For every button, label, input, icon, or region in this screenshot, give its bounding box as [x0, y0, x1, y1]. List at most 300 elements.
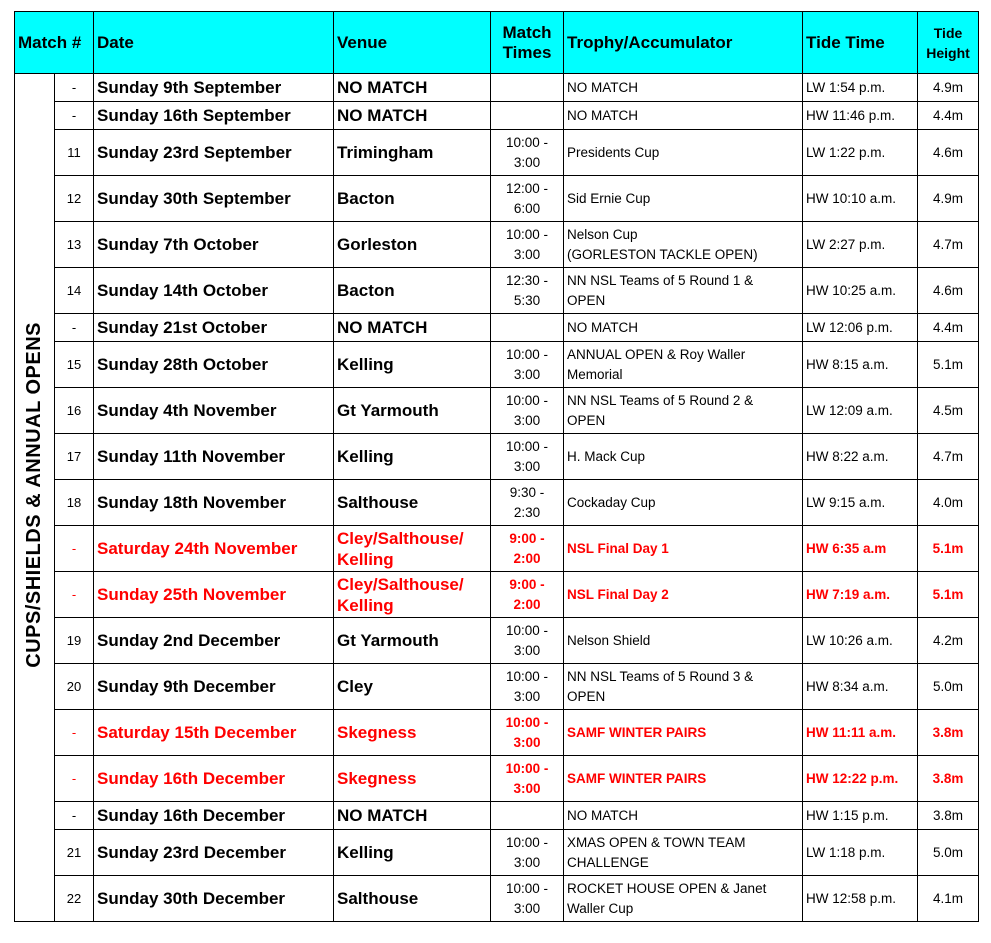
table-row	[15, 830, 979, 876]
date-cell-text: Sunday 9th December	[97, 676, 276, 696]
venue-cell	[334, 876, 491, 922]
tide-time-cell	[803, 876, 918, 922]
date-cell	[94, 876, 334, 922]
tide-height-cell	[918, 314, 979, 342]
match-times-cell-text: 3:00	[513, 854, 541, 870]
date-cell-text: Sunday 7th October	[97, 234, 259, 254]
venue-cell	[334, 572, 491, 618]
date-cell-text: Sunday 30th December	[97, 888, 286, 908]
venue-cell	[334, 618, 491, 664]
trophy-cell-text: XMAS OPEN & TOWN TEAM	[567, 834, 746, 850]
date-cell	[94, 618, 334, 664]
date-cell	[94, 102, 334, 130]
header-row	[15, 12, 979, 74]
venue-cell-text: Salthouse	[337, 493, 419, 512]
trophy-cell-text: NO MATCH	[567, 107, 639, 123]
venue-cell-text: Kelling	[337, 595, 394, 615]
match-number-cell-text: 11	[67, 145, 81, 160]
trophy-cell-text: NO MATCH	[567, 319, 639, 335]
match-times-cell-text: 3:00	[513, 688, 541, 704]
date-cell	[94, 480, 334, 526]
tide-height-cell	[918, 618, 979, 664]
venue-cell-text: NO MATCH	[337, 78, 428, 97]
match-number-cell	[55, 526, 94, 572]
match-times-cell	[491, 268, 564, 314]
match-number-cell-text: -	[71, 587, 77, 602]
tide-time-cell-text: HW 8:34 a.m.	[806, 679, 889, 694]
header-match-number: Match #	[15, 12, 94, 74]
tide-height-cell-text: 4.4m	[933, 108, 964, 123]
match-number-cell	[55, 222, 94, 268]
tide-time-cell-text: LW 1:54 p.m.	[806, 80, 886, 95]
match-number-cell-text: 16	[66, 403, 82, 418]
match-number-cell-text: 15	[66, 357, 82, 372]
trophy-cell-text: Sid Ernie Cup	[567, 190, 651, 206]
table-row	[15, 434, 979, 480]
venue-cell-text: Gt Yarmouth	[337, 401, 439, 420]
tide-height-cell-text: 5.1m	[932, 541, 964, 556]
match-times-cell-text: 3:00	[513, 412, 541, 428]
tide-time-cell-text: HW 11:11 a.m.	[806, 725, 897, 740]
date-cell	[94, 664, 334, 710]
venue-cell	[334, 480, 491, 526]
trophy-cell	[564, 756, 803, 802]
tide-time-cell	[803, 222, 918, 268]
venue-cell	[334, 664, 491, 710]
tide-time-cell	[803, 314, 918, 342]
tide-height-cell-text: 4.7m	[933, 237, 964, 252]
venue-cell	[334, 342, 491, 388]
date-cell-text: Sunday 2nd December	[97, 630, 281, 650]
venue-cell-text: Cley	[337, 677, 373, 696]
match-times-cell	[491, 618, 564, 664]
tide-height-cell-text: 5.1m	[932, 587, 964, 602]
date-cell-text: Sunday 16th December	[97, 768, 286, 788]
venue-cell	[334, 130, 491, 176]
date-cell	[94, 388, 334, 434]
trophy-cell	[564, 314, 803, 342]
date-cell-text: Sunday 21st October	[97, 317, 268, 337]
match-times-cell	[491, 664, 564, 710]
match-times-cell-text: 5:30	[513, 292, 541, 308]
venue-cell-text: Skegness	[337, 723, 417, 742]
match-times-cell	[491, 74, 564, 102]
date-cell-text: Sunday 16th September	[97, 105, 291, 125]
tide-time-cell-text: HW 1:15 p.m.	[806, 808, 889, 823]
date-cell	[94, 572, 334, 618]
match-number-cell	[55, 102, 94, 130]
header-tide-height-line2: Height	[926, 44, 970, 61]
tide-height-cell-text: 4.6m	[933, 283, 964, 298]
trophy-cell	[564, 802, 803, 830]
tide-time-cell	[803, 618, 918, 664]
trophy-cell	[564, 434, 803, 480]
tide-height-cell	[918, 710, 979, 756]
fixtures-table	[14, 11, 979, 922]
date-cell-text: Saturday 24th November	[97, 538, 298, 558]
venue-cell	[334, 388, 491, 434]
match-number-cell	[55, 710, 94, 756]
tide-time-cell-text: LW 1:18 p.m.	[806, 845, 886, 860]
header-trophy: Trophy/Accumulator	[564, 12, 803, 74]
match-times-cell-text: 10:00 -	[505, 714, 549, 730]
match-number-cell-text: 19	[66, 633, 82, 648]
match-number-cell	[55, 130, 94, 176]
venue-cell-text: NO MATCH	[337, 318, 428, 337]
table-row	[15, 526, 979, 572]
tide-height-cell-text: 4.9m	[933, 80, 964, 95]
venue-cell	[334, 802, 491, 830]
match-number-cell-text: 12	[66, 191, 82, 206]
tide-time-cell-text: HW 7:19 a.m.	[806, 587, 891, 602]
date-cell	[94, 830, 334, 876]
venue-cell	[334, 526, 491, 572]
tide-height-cell	[918, 526, 979, 572]
date-cell-text: Sunday 18th November	[97, 492, 286, 512]
match-number-cell-text: -	[71, 541, 77, 556]
date-cell-text: Sunday 23rd September	[97, 142, 292, 162]
match-times-cell	[491, 342, 564, 388]
match-times-cell	[491, 314, 564, 342]
tide-height-cell-text: 4.2m	[933, 633, 964, 648]
date-cell	[94, 176, 334, 222]
trophy-cell	[564, 130, 803, 176]
table-row	[15, 74, 979, 102]
section-label-cell	[15, 74, 55, 922]
tide-time-cell	[803, 434, 918, 480]
venue-cell-text: Cley/Salthouse/	[337, 574, 464, 594]
trophy-cell-text: ROCKET HOUSE OPEN & Janet	[567, 880, 767, 896]
match-times-cell-text: 2:00	[513, 550, 541, 566]
venue-cell-text: Kelling	[337, 355, 394, 374]
header-match-times	[491, 12, 564, 74]
tide-height-cell	[918, 434, 979, 480]
match-number-cell-text: 21	[66, 845, 82, 860]
match-times-cell	[491, 480, 564, 526]
venue-cell-text: Gorleston	[337, 235, 418, 254]
match-number-cell-text: 17	[66, 449, 82, 464]
match-number-cell-text: 13	[66, 237, 82, 252]
trophy-cell	[564, 222, 803, 268]
tide-time-cell-text: LW 12:09 a.m.	[806, 403, 893, 418]
trophy-cell	[564, 876, 803, 922]
trophy-cell	[564, 618, 803, 664]
table-row	[15, 130, 979, 176]
trophy-cell-text: NN NSL Teams of 5 Round 2 &	[567, 392, 754, 408]
match-times-cell-text: 3:00	[513, 900, 541, 916]
tide-time-cell	[803, 130, 918, 176]
match-number-cell-text: -	[71, 320, 77, 335]
tide-height-cell	[918, 222, 979, 268]
trophy-cell	[564, 268, 803, 314]
table-row	[15, 756, 979, 802]
tide-time-cell	[803, 268, 918, 314]
table-row	[15, 388, 979, 434]
tide-time-cell-text: LW 9:15 a.m.	[806, 495, 886, 510]
tide-time-cell	[803, 102, 918, 130]
date-cell	[94, 710, 334, 756]
tide-time-cell	[803, 342, 918, 388]
tide-height-cell-text: 5.1m	[933, 357, 964, 372]
match-number-cell-text: -	[71, 771, 77, 786]
tide-height-cell	[918, 830, 979, 876]
trophy-cell-text: CHALLENGE	[567, 854, 649, 870]
match-times-cell-text: 2:00	[513, 596, 541, 612]
trophy-cell-text: SAMF WINTER PAIRS	[567, 770, 707, 786]
date-cell	[94, 526, 334, 572]
trophy-cell-text: NO MATCH	[567, 807, 639, 823]
tide-height-cell	[918, 480, 979, 526]
match-times-cell-text: 12:00 -	[506, 180, 549, 196]
match-times-cell	[491, 102, 564, 130]
trophy-cell-text: Presidents Cup	[567, 144, 660, 160]
tide-time-cell	[803, 176, 918, 222]
date-cell-text: Sunday 14th October	[97, 280, 268, 300]
trophy-cell	[564, 176, 803, 222]
tide-height-cell-text: 5.0m	[933, 845, 964, 860]
match-times-cell	[491, 176, 564, 222]
match-number-cell	[55, 876, 94, 922]
match-times-cell	[491, 572, 564, 618]
tide-height-cell	[918, 268, 979, 314]
match-times-cell	[491, 388, 564, 434]
match-number-cell	[55, 756, 94, 802]
tide-time-cell	[803, 480, 918, 526]
date-cell	[94, 314, 334, 342]
match-times-cell-text: 3:00	[513, 458, 541, 474]
match-number-cell	[55, 74, 94, 102]
match-times-cell-text: 3:00	[513, 780, 541, 796]
match-number-cell	[55, 388, 94, 434]
tide-height-cell-text: 4.5m	[933, 403, 964, 418]
tide-time-cell-text: LW 12:06 p.m.	[806, 320, 893, 335]
date-cell	[94, 130, 334, 176]
date-cell-text: Sunday 28th October	[97, 354, 268, 374]
table-row	[15, 876, 979, 922]
venue-cell-text: Trimingham	[337, 143, 434, 162]
date-cell-text: Sunday 30th September	[97, 188, 291, 208]
date-cell	[94, 74, 334, 102]
date-cell	[94, 342, 334, 388]
tide-height-cell	[918, 756, 979, 802]
trophy-cell-text: (GORLESTON TACKLE OPEN)	[567, 246, 758, 262]
trophy-cell	[564, 830, 803, 876]
header-date: Date	[94, 12, 334, 74]
match-times-cell-text: 10:00 -	[506, 622, 549, 638]
venue-cell	[334, 434, 491, 480]
venue-cell-text: Skegness	[337, 769, 417, 788]
match-times-cell-text: 6:00	[513, 200, 541, 216]
tide-time-cell-text: HW 12:58 p.m.	[806, 891, 897, 906]
venue-cell	[334, 222, 491, 268]
venue-cell-text: Cley/Salthouse/	[337, 528, 464, 548]
tide-time-cell	[803, 756, 918, 802]
match-number-cell	[55, 342, 94, 388]
trophy-cell	[564, 664, 803, 710]
trophy-cell-text: Memorial	[567, 366, 623, 382]
header-tide-time: Tide Time	[803, 12, 918, 74]
tide-time-cell-text: HW 10:25 a.m.	[806, 283, 897, 298]
tide-height-cell-text: 5.0m	[933, 679, 964, 694]
match-times-cell-text: 10:00 -	[506, 392, 549, 408]
table-row	[15, 176, 979, 222]
venue-cell	[334, 102, 491, 130]
match-times-cell-text: 10:00 -	[506, 134, 549, 150]
match-number-cell-text: -	[71, 80, 77, 95]
match-times-cell-text: 10:00 -	[506, 834, 549, 850]
table-row	[15, 618, 979, 664]
trophy-cell-text: SAMF WINTER PAIRS	[567, 724, 707, 740]
table-row	[15, 102, 979, 130]
match-times-cell	[491, 526, 564, 572]
tide-time-cell-text: HW 11:46 p.m.	[806, 108, 896, 123]
match-number-cell-text: 18	[66, 495, 82, 510]
tide-time-cell	[803, 664, 918, 710]
tide-height-cell-text: 3.8m	[932, 725, 964, 740]
date-cell	[94, 222, 334, 268]
match-number-cell	[55, 480, 94, 526]
table-row	[15, 664, 979, 710]
date-cell-text: Sunday 4th November	[97, 400, 277, 420]
venue-cell-text: NO MATCH	[337, 806, 428, 825]
trophy-cell-text: OPEN	[567, 688, 606, 704]
match-number-cell-text: -	[71, 808, 77, 823]
match-number-cell-text: 20	[66, 679, 82, 694]
date-cell-text: Sunday 23rd December	[97, 842, 286, 862]
tide-time-cell	[803, 710, 918, 756]
match-times-cell-text: 10:00 -	[506, 880, 549, 896]
match-number-cell	[55, 830, 94, 876]
table-row	[15, 710, 979, 756]
tide-time-cell-text: LW 2:27 p.m.	[806, 237, 886, 252]
trophy-cell	[564, 342, 803, 388]
match-number-cell	[55, 314, 94, 342]
tide-height-cell	[918, 664, 979, 710]
trophy-cell-text: Nelson Cup	[567, 226, 638, 242]
match-number-cell	[55, 802, 94, 830]
match-times-cell-text: 10:00 -	[506, 226, 549, 242]
match-times-cell-text: 10:00 -	[505, 760, 549, 776]
match-times-cell-text: 3:00	[513, 734, 541, 750]
match-times-cell	[491, 710, 564, 756]
tide-time-cell	[803, 526, 918, 572]
tide-height-cell	[918, 74, 979, 102]
trophy-cell-text: H. Mack Cup	[567, 448, 646, 464]
match-number-cell-text: -	[71, 725, 77, 740]
tide-height-cell-text: 4.9m	[933, 191, 964, 206]
table-row	[15, 480, 979, 526]
match-number-cell	[55, 664, 94, 710]
trophy-cell	[564, 710, 803, 756]
header-match-times-line1: Match	[502, 22, 552, 42]
tide-time-cell	[803, 572, 918, 618]
match-times-cell-text: 9:00 -	[509, 576, 545, 592]
table-row	[15, 572, 979, 618]
tide-height-cell	[918, 176, 979, 222]
trophy-cell-text: OPEN	[567, 292, 606, 308]
tide-height-cell	[918, 130, 979, 176]
date-cell	[94, 434, 334, 480]
venue-cell-text: Kelling	[337, 549, 394, 569]
match-times-cell	[491, 876, 564, 922]
match-times-cell-text: 9:30 -	[509, 484, 545, 500]
date-cell	[94, 802, 334, 830]
match-times-cell-text: 12:30 -	[506, 272, 549, 288]
trophy-cell	[564, 572, 803, 618]
venue-cell	[334, 756, 491, 802]
match-number-cell	[55, 176, 94, 222]
tide-height-cell-text: 3.8m	[932, 771, 964, 786]
match-number-cell	[55, 618, 94, 664]
match-number-cell-text: -	[71, 108, 77, 123]
tide-height-cell-text: 4.0m	[933, 495, 964, 510]
trophy-cell-text: ANNUAL OPEN & Roy Waller	[567, 346, 746, 362]
match-times-cell	[491, 222, 564, 268]
table-row	[15, 342, 979, 388]
trophy-cell-text: NSL Final Day 2	[567, 586, 669, 602]
trophy-cell	[564, 480, 803, 526]
trophy-cell-text: Cockaday Cup	[567, 494, 656, 510]
match-times-cell-text: 3:00	[513, 366, 541, 382]
trophy-cell-text: NN NSL Teams of 5 Round 3 &	[567, 668, 754, 684]
venue-cell-text: Gt Yarmouth	[337, 631, 439, 650]
venue-cell	[334, 176, 491, 222]
date-cell-text: Sunday 25th November	[97, 584, 286, 604]
date-cell-text: Sunday 16th December	[97, 805, 286, 825]
match-times-cell-text: 10:00 -	[506, 438, 549, 454]
match-times-cell-text: 10:00 -	[506, 668, 549, 684]
trophy-cell	[564, 526, 803, 572]
date-cell-text: Sunday 11th November	[97, 446, 286, 466]
tide-time-cell-text: LW 10:26 a.m.	[806, 633, 893, 648]
venue-cell-text: Kelling	[337, 843, 394, 862]
trophy-cell-text: NO MATCH	[567, 79, 639, 95]
tide-time-cell-text: HW 12:22 p.m.	[806, 771, 899, 786]
tide-height-cell	[918, 342, 979, 388]
match-times-cell-text: 3:00	[513, 642, 541, 658]
tide-height-cell-text: 4.7m	[933, 449, 964, 464]
venue-cell	[334, 710, 491, 756]
table-row	[15, 314, 979, 342]
date-cell-text: Saturday 15th December	[97, 722, 297, 742]
match-times-cell-text: 10:00 -	[506, 346, 549, 362]
trophy-cell	[564, 74, 803, 102]
tide-time-cell-text: HW 8:22 a.m.	[806, 449, 889, 464]
tide-time-cell	[803, 388, 918, 434]
match-times-cell	[491, 434, 564, 480]
table-row	[15, 802, 979, 830]
header-tide-height-line1: Tide	[933, 24, 963, 41]
trophy-cell-text: Nelson Shield	[567, 632, 651, 648]
table-row	[15, 222, 979, 268]
header-match-times-line2: Times	[502, 42, 552, 62]
match-times-cell	[491, 802, 564, 830]
header-tide-height	[918, 12, 979, 74]
match-number-cell	[55, 434, 94, 480]
venue-cell-text: NO MATCH	[337, 106, 428, 125]
match-times-cell-text: 3:00	[513, 154, 541, 170]
match-number-cell-text: 14	[66, 283, 82, 298]
trophy-cell-text: NSL Final Day 1	[567, 540, 669, 556]
tide-time-cell-text: LW 1:22 p.m.	[806, 145, 886, 160]
match-times-cell	[491, 830, 564, 876]
venue-cell	[334, 314, 491, 342]
tide-height-cell	[918, 388, 979, 434]
date-cell	[94, 756, 334, 802]
venue-cell	[334, 268, 491, 314]
venue-cell-text: Kelling	[337, 447, 394, 466]
tide-height-cell-text: 4.1m	[933, 891, 964, 906]
